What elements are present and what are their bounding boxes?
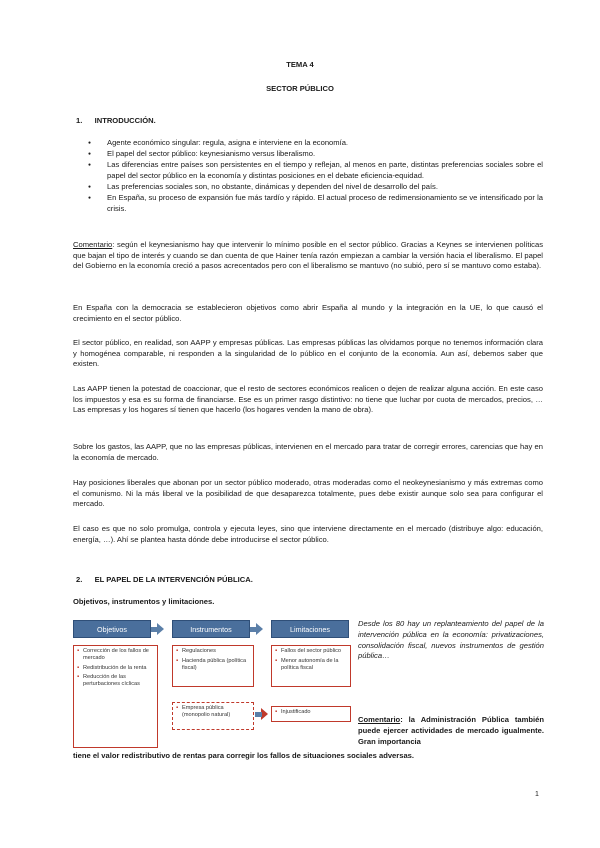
bullet-item: ● En España, su proceso de expansión fue más tardío y rápido. El actual proceso de redimensionamiento se ve intensificado por la crisis. — [88, 193, 543, 214]
section2-title: EL PAPEL DE LA INTERVENCIÓN PÚBLICA. — [94, 575, 253, 584]
comment-label: Comentario — [358, 715, 401, 724]
objetivo-item: ▪ Redistribución de la renta — [77, 665, 154, 672]
page-title: SECTOR PÚBLICO — [266, 84, 334, 93]
bullet-item: ● Agente económico singular: regula, asigna e interviene en la economía. — [88, 138, 543, 149]
instrumento-item: ▪ Hacienda pública (política fiscal) — [176, 658, 250, 672]
sidenote-text: Desde los 80 hay un replanteamiento del papel de la intervención pública en la economía: privatizaciones, consolidación fiscal, nuevos instrumentos de gestión pública… — [358, 619, 544, 661]
bullet-item: ● Las diferencias entre países son persistentes en el tiempo y reflejan, al menos en parte, distintas preferencias sociales sobre el papel del sector público en la economía y distintas posiciones en el debate eficiencia-equidad. — [88, 160, 543, 181]
comment-label: Comentario — [73, 240, 113, 249]
limitaciones-box — [271, 645, 351, 687]
empresa-publica-box — [172, 702, 254, 730]
section1-title: INTRODUCCIÓN. — [94, 116, 156, 125]
bullet-item: ● Las preferencias sociales son, no obstante, dinámicas y dependen del nivel de desarrollo del país. — [88, 182, 543, 193]
sidenote — [358, 619, 544, 662]
header-instrumentos: Instrumentos — [172, 620, 250, 638]
section2-subtitle: Objetivos, instrumentos y limitaciones. — [73, 597, 215, 606]
section1-number: 1. — [76, 116, 83, 125]
body-paragraph: Las AAPP tienen la potestad de coaccionar, que el resto de sectores económicos realicen o dejen de realizar alguna acción. En este caso los impuestos y esa es su forma de financiarse. Ese es un primer rasgo distintivo: no tiene que luchar por cuota de mercados, precios, … Las empresas y los hogares sí tienen que hacerlo (los hogares venden la mano de obra). — [73, 384, 543, 415]
instrumentos-box — [172, 645, 254, 687]
objetivos-box — [73, 645, 158, 748]
body-paragraph: El sector público, en realidad, son AAPP y empresas públicas. Las empresas públicas las olvidamos porque no tenemos información clara y homogénea comparable, ni responden a la singularidad de lo público en el conjunto de la economía. Aun así, debemos saber que existen. — [73, 338, 543, 369]
bullet-item: ● El papel del sector público: keynesianismo versus liberalismo. — [88, 149, 543, 160]
empresa-publica-item: ▪ Empresa pública (monopolio natural) — [176, 705, 250, 719]
intervention-diagram — [73, 620, 351, 750]
body-paragraph: Hay posiciones liberales que abonan por un sector público moderado, otras moderadas como el neokeynesianismo y más extremas como el comunismo. Ni la más liberal ve la posibilidad de que desaparezca totalmente, pues debe existir aunque solo sea para configurar el mercado. — [73, 478, 543, 509]
arrow-icon — [261, 708, 268, 720]
arrow-icon — [256, 623, 263, 635]
body-paragraph: El caso es que no solo promulga, controla y ejecuta leyes, sino que interviene directamente en el mercado (distribuye algo: educación, energía, …). Ahí se plantea hasta dónde debe introducirse el sector público. — [73, 524, 543, 544]
injustificado-box — [271, 706, 351, 722]
comment2-continuation: tiene el valor redistributivo de rentas para corregir los fallos de situaciones sociales adversas. — [73, 751, 415, 760]
section2-number: 2. — [76, 575, 83, 584]
comment-text: : según el keynesianismo hay que intervenir lo mínimo posible en el sector público. Gracias a Keynes se intervienen políticas que bajan el tipo de interés y cuando se dan cuenta de que Hainer tenía razón empiezan a cambiar la versión hacia el liberalismo. El papel del Gobierno en la economía creció a pasos acrecentados pero con el liberalismo se mantuvo (no subió, pero sí se mantuvo como estaba). — [73, 240, 543, 271]
limitacion-item: ▪ Menor autonomía de la política fiscal — [275, 658, 347, 672]
section2-heading — [76, 574, 253, 585]
body-paragraph: En España con la democracia se establecieron objetivos como abrir España al mundo y la integración en la UE, lo que causó el crecimiento en el sector público. — [73, 303, 543, 323]
header-objetivos: Objetivos — [73, 620, 151, 638]
injustificado-item: ▪ Injustificado — [275, 709, 347, 716]
tema-heading: TEMA 4 — [286, 60, 314, 69]
limitacion-item: ▪ Fallos del sector público — [275, 648, 347, 655]
body-paragraph: Sobre los gastos, las AAPP, que no las empresas públicas, intervienen en el mercado para tratar de corregir errores, carencias que hay en la economía de mercado. — [73, 442, 543, 462]
objetivo-item: ▪ Reducción de las perturbaciones cíclicas — [77, 674, 154, 688]
comment-paragraph — [73, 240, 543, 272]
header-limitaciones: Limitaciones — [271, 620, 349, 638]
section1-heading — [76, 115, 156, 126]
instrumento-item: ▪ Regulaciones — [176, 648, 250, 655]
comment-text: : la Administración Pública también puede ejercer actividades de mercado igualmente. Gran importancia — [358, 715, 544, 746]
objetivo-item: ▪ Corrección de los fallos de mercado — [77, 648, 154, 662]
page-number: 1 — [535, 791, 539, 798]
arrow-icon — [157, 623, 164, 635]
comment2-paragraph — [358, 715, 544, 747]
intro-bullet-list — [88, 138, 543, 215]
